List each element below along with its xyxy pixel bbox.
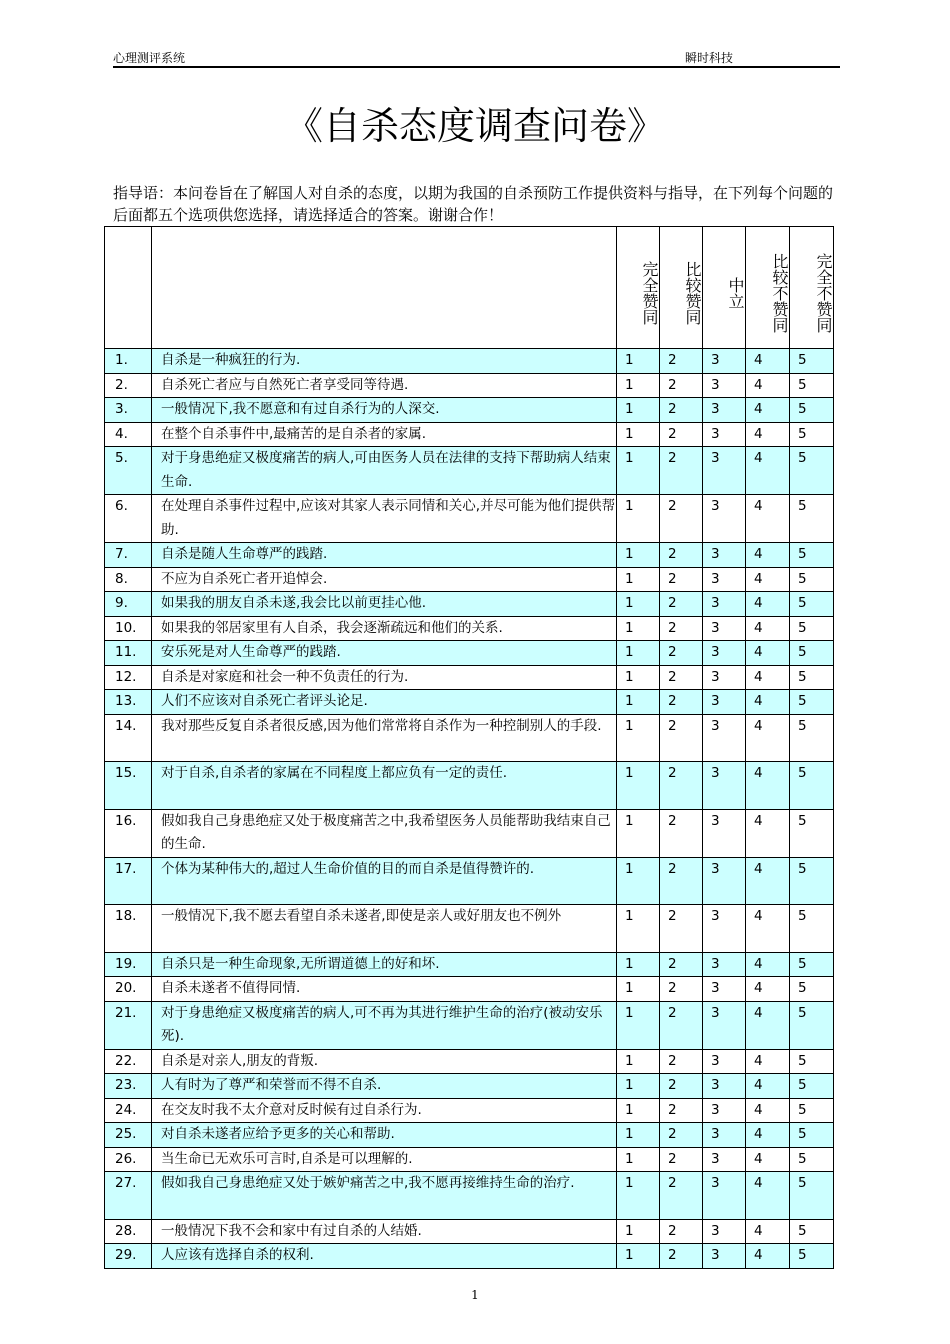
answer-option-1[interactable]: 1 [617,373,660,398]
table-row [105,349,834,374]
answer-option-3[interactable]: 3 [703,543,746,568]
answer-option-1[interactable]: 1 [617,714,660,762]
answer-option-2[interactable]: 2 [660,616,703,641]
table-row [105,1074,834,1099]
answer-option-5[interactable]: 5 [790,952,834,977]
question-text: 自杀只是一种生命现象,无所谓道德上的好和坏. [152,952,617,977]
answer-option-2[interactable]: 2 [660,665,703,690]
answer-option-1[interactable]: 1 [617,905,660,953]
question-number: 29. [105,1244,152,1269]
answer-option-1[interactable]: 1 [617,422,660,447]
question-text: 自杀死亡者应与自然死亡者享受同等待遇. [152,373,617,398]
column-header-strongly-agree: 完全赞同 [617,227,660,349]
answer-option-2[interactable]: 2 [660,592,703,617]
question-number: 24. [105,1098,152,1123]
answer-option-2[interactable]: 2 [660,567,703,592]
table-row [105,1219,834,1244]
answer-option-2[interactable]: 2 [660,1219,703,1244]
answer-option-2[interactable]: 2 [660,714,703,762]
answer-option-4[interactable]: 4 [746,398,790,423]
answer-option-2[interactable]: 2 [660,1172,703,1220]
table-row [105,1049,834,1074]
answer-option-1[interactable]: 1 [617,1074,660,1099]
question-number: 17. [105,857,152,905]
table-row [105,1001,834,1049]
answer-option-3[interactable]: 3 [703,1244,746,1269]
answer-option-1[interactable]: 1 [617,857,660,905]
question-text: 一般情况下,我不愿意和有过自杀行为的人深交. [152,398,617,423]
answer-option-5[interactable]: 5 [790,447,834,495]
answer-option-5[interactable]: 5 [790,567,834,592]
answer-option-5[interactable]: 5 [790,857,834,905]
answer-option-1[interactable]: 1 [617,1123,660,1148]
table-header-row [105,227,834,349]
answer-option-4[interactable]: 4 [746,1049,790,1074]
table-row [105,977,834,1002]
answer-option-3[interactable]: 3 [703,447,746,495]
answer-option-5[interactable]: 5 [790,1244,834,1269]
question-text: 对于自杀,自杀者的家属在不同程度上都应负有一定的责任. [152,762,617,810]
question-number: 20. [105,977,152,1002]
question-number: 7. [105,543,152,568]
question-number: 6. [105,495,152,543]
question-text: 一般情况下我不会和家中有过自杀的人结婚. [152,1219,617,1244]
answer-option-4[interactable]: 4 [746,567,790,592]
question-number: 4. [105,422,152,447]
answer-option-5[interactable]: 5 [790,1098,834,1123]
answer-option-5[interactable]: 5 [790,690,834,715]
answer-option-2[interactable]: 2 [660,398,703,423]
answer-option-5[interactable]: 5 [790,1219,834,1244]
question-text: 假如我自己身患绝症又处于嫉妒痛苦之中,我不愿再接维持生命的治疗. [152,1172,617,1220]
answer-option-5[interactable]: 5 [790,762,834,810]
answer-option-5[interactable]: 5 [790,422,834,447]
answer-option-3[interactable]: 3 [703,1172,746,1220]
table-row [105,665,834,690]
answer-option-3[interactable]: 3 [703,349,746,374]
answer-option-1[interactable]: 1 [617,952,660,977]
answer-option-3[interactable]: 3 [703,1049,746,1074]
answer-option-1[interactable]: 1 [617,447,660,495]
table-row [105,495,834,543]
question-number: 27. [105,1172,152,1220]
question-text: 自杀是随人生命尊严的践踏. [152,543,617,568]
answer-option-3[interactable]: 3 [703,1074,746,1099]
answer-option-2[interactable]: 2 [660,905,703,953]
question-number: 12. [105,665,152,690]
answer-option-1[interactable]: 1 [617,1147,660,1172]
answer-option-1[interactable]: 1 [617,349,660,374]
answer-option-2[interactable]: 2 [660,1123,703,1148]
instructions-text: 指导语：本问卷旨在了解国人对自杀的态度，以期为我国的自杀预防工作提供资料与指导，在下列每个问题的后面都五个选项供您选择，请选择适合的答案。谢谢合作！ [113,184,834,224]
table-row [105,567,834,592]
answer-option-1[interactable]: 1 [617,567,660,592]
table-row [105,809,834,857]
question-number: 9. [105,592,152,617]
question-number: 14. [105,714,152,762]
table-row [105,1123,834,1148]
question-text: 我对那些反复自杀者很反感,因为他们常常将自杀作为一种控制别人的手段. [152,714,617,762]
table-row [105,422,834,447]
answer-option-4[interactable]: 4 [746,1172,790,1220]
answer-option-1[interactable]: 1 [617,592,660,617]
table-row [105,641,834,666]
answer-option-4[interactable]: 4 [746,543,790,568]
question-text: 如果我的邻居家里有人自杀，我会逐渐疏远和他们的关系. [152,616,617,641]
answer-option-5[interactable]: 5 [790,905,834,953]
answer-option-2[interactable]: 2 [660,641,703,666]
answer-option-5[interactable]: 5 [790,665,834,690]
table-row [105,398,834,423]
question-text: 安乐死是对人生命尊严的践踏. [152,641,617,666]
answer-option-4[interactable]: 4 [746,1123,790,1148]
answer-option-4[interactable]: 4 [746,690,790,715]
answer-option-4[interactable]: 4 [746,977,790,1002]
answer-option-3[interactable]: 3 [703,641,746,666]
questionnaire-title: 《自杀态度调查问卷》 [284,104,665,148]
page-header [113,48,840,68]
answer-option-3[interactable]: 3 [703,857,746,905]
answer-option-4[interactable]: 4 [746,1219,790,1244]
answer-option-2[interactable]: 2 [660,1001,703,1049]
answer-option-5[interactable]: 5 [790,398,834,423]
header-number-cell [105,227,152,349]
answer-option-4[interactable]: 4 [746,714,790,762]
answer-option-3[interactable]: 3 [703,373,746,398]
answer-option-3[interactable]: 3 [703,665,746,690]
answer-option-2[interactable]: 2 [660,422,703,447]
answer-option-5[interactable]: 5 [790,641,834,666]
question-text: 对于身患绝症又极度痛苦的病人,可由医务人员在法律的支持下帮助病人结束生命. [152,447,617,495]
answer-option-4[interactable]: 4 [746,495,790,543]
answer-option-4[interactable]: 4 [746,373,790,398]
answer-option-4[interactable]: 4 [746,1074,790,1099]
answer-option-2[interactable]: 2 [660,762,703,810]
answer-option-3[interactable]: 3 [703,422,746,447]
answer-option-2[interactable]: 2 [660,857,703,905]
answer-option-4[interactable]: 4 [746,952,790,977]
answer-option-3[interactable]: 3 [703,495,746,543]
table-row [105,857,834,905]
question-text: 当生命已无欢乐可言时,自杀是可以理解的. [152,1147,617,1172]
table-row [105,447,834,495]
table-row [105,616,834,641]
answer-option-1[interactable]: 1 [617,1098,660,1123]
question-text: 在处理自杀事件过程中,应该对其家人表示同情和关心,并尽可能为他们提供帮助. [152,495,617,543]
answer-option-4[interactable]: 4 [746,905,790,953]
header-system-name: 心理测评系统 [113,51,186,65]
answer-option-3[interactable]: 3 [703,905,746,953]
header-company-name: 瞬时科技 [685,51,734,65]
answer-option-3[interactable]: 3 [703,567,746,592]
answer-option-1[interactable]: 1 [617,398,660,423]
column-header-disagree: 比较不赞同 [746,227,790,349]
question-text: 个体为某种伟大的,超过人生命价值的目的而自杀是值得赞许的. [152,857,617,905]
table-row [105,952,834,977]
answer-option-4[interactable]: 4 [746,616,790,641]
survey-table-body [105,227,834,1269]
question-text: 自杀是对家庭和社会一种不负责任的行为. [152,665,617,690]
answer-option-3[interactable]: 3 [703,762,746,810]
table-row [105,690,834,715]
answer-option-3[interactable]: 3 [703,1147,746,1172]
answer-option-2[interactable]: 2 [660,349,703,374]
answer-option-3[interactable]: 3 [703,809,746,857]
answer-option-3[interactable]: 3 [703,690,746,715]
answer-option-4[interactable]: 4 [746,762,790,810]
question-text: 在交友时我不太介意对反时候有过自杀行为. [152,1098,617,1123]
answer-option-5[interactable]: 5 [790,1074,834,1099]
answer-option-1[interactable]: 1 [617,1049,660,1074]
answer-option-5[interactable]: 5 [790,349,834,374]
question-text: 在整个自杀事件中,最痛苦的是自杀者的家属. [152,422,617,447]
question-number: 11. [105,641,152,666]
question-number: 22. [105,1049,152,1074]
answer-option-4[interactable]: 4 [746,349,790,374]
question-text: 对于身患绝症又极度痛苦的病人,可不再为其进行维护生命的治疗(被动安乐死). [152,1001,617,1049]
question-number: 15. [105,762,152,810]
answer-option-1[interactable]: 1 [617,641,660,666]
survey-table [104,226,834,1269]
table-row [105,1244,834,1269]
answer-option-5[interactable]: 5 [790,373,834,398]
answer-option-2[interactable]: 2 [660,1244,703,1269]
answer-option-4[interactable]: 4 [746,1001,790,1049]
answer-option-3[interactable]: 3 [703,616,746,641]
answer-option-5[interactable]: 5 [790,1049,834,1074]
answer-option-3[interactable]: 3 [703,977,746,1002]
question-text: 人有时为了尊严和荣誉而不得不自杀. [152,1074,617,1099]
table-row [105,592,834,617]
answer-option-2[interactable]: 2 [660,1098,703,1123]
answer-option-3[interactable]: 3 [703,398,746,423]
question-text: 不应为自杀死亡者开追悼会. [152,567,617,592]
question-number: 25. [105,1123,152,1148]
answer-option-5[interactable]: 5 [790,977,834,1002]
question-number: 16. [105,809,152,857]
answer-option-5[interactable]: 5 [790,809,834,857]
answer-option-1[interactable]: 1 [617,1244,660,1269]
column-header-agree: 比较赞同 [660,227,703,349]
table-row [105,543,834,568]
answer-option-3[interactable]: 3 [703,952,746,977]
question-number: 26. [105,1147,152,1172]
answer-option-2[interactable]: 2 [660,495,703,543]
answer-option-1[interactable]: 1 [617,495,660,543]
answer-option-2[interactable]: 2 [660,952,703,977]
question-text: 对自杀未遂者应给予更多的关心和帮助. [152,1123,617,1148]
question-number: 2. [105,373,152,398]
question-text: 自杀未遂者不值得同情. [152,977,617,1002]
answer-option-5[interactable]: 5 [790,543,834,568]
answer-option-1[interactable]: 1 [617,1219,660,1244]
question-number: 19. [105,952,152,977]
answer-option-4[interactable]: 4 [746,447,790,495]
table-row [105,373,834,398]
answer-option-4[interactable]: 4 [746,592,790,617]
question-text: 假如我自己身患绝症又处于极度痛苦之中,我希望医务人员能帮助我结束自己的生命. [152,809,617,857]
question-number: 28. [105,1219,152,1244]
answer-option-2[interactable]: 2 [660,1074,703,1099]
answer-option-3[interactable]: 3 [703,1123,746,1148]
answer-option-5[interactable]: 5 [790,1147,834,1172]
answer-option-3[interactable]: 3 [703,592,746,617]
answer-option-2[interactable]: 2 [660,809,703,857]
answer-option-3[interactable]: 3 [703,1098,746,1123]
question-text: 人应该有选择自杀的权利. [152,1244,617,1269]
answer-option-1[interactable]: 1 [617,762,660,810]
answer-option-5[interactable]: 5 [790,1172,834,1220]
answer-option-3[interactable]: 3 [703,1001,746,1049]
answer-option-5[interactable]: 5 [790,592,834,617]
question-number: 10. [105,616,152,641]
answer-option-5[interactable]: 5 [790,714,834,762]
question-number: 23. [105,1074,152,1099]
answer-option-1[interactable]: 1 [617,543,660,568]
question-number: 5. [105,447,152,495]
answer-option-3[interactable]: 3 [703,714,746,762]
answer-option-3[interactable]: 3 [703,1219,746,1244]
answer-option-4[interactable]: 4 [746,809,790,857]
question-number: 1. [105,349,152,374]
answer-option-2[interactable]: 2 [660,543,703,568]
answer-option-4[interactable]: 4 [746,422,790,447]
answer-option-1[interactable]: 1 [617,665,660,690]
answer-option-2[interactable]: 2 [660,373,703,398]
answer-option-5[interactable]: 5 [790,1001,834,1049]
question-number: 21. [105,1001,152,1049]
answer-option-4[interactable]: 4 [746,1147,790,1172]
question-number: 3. [105,398,152,423]
question-number: 8. [105,567,152,592]
table-row [105,762,834,810]
table-row [105,905,834,953]
answer-option-4[interactable]: 4 [746,1098,790,1123]
question-text: 自杀是一种疯狂的行为. [152,349,617,374]
page-number: 1 [471,1288,479,1302]
answer-option-5[interactable]: 5 [790,1123,834,1148]
answer-option-5[interactable]: 5 [790,495,834,543]
answer-option-2[interactable]: 2 [660,1147,703,1172]
table-row [105,1098,834,1123]
question-number: 13. [105,690,152,715]
question-text: 人们不应该对自杀死亡者评头论足. [152,690,617,715]
answer-option-4[interactable]: 4 [746,857,790,905]
answer-option-2[interactable]: 2 [660,1049,703,1074]
column-header-strongly-disagree: 完全不赞同 [790,227,834,349]
answer-option-4[interactable]: 4 [746,641,790,666]
question-text: 自杀是对亲人,朋友的背叛. [152,1049,617,1074]
header-question-cell [152,227,617,349]
answer-option-2[interactable]: 2 [660,977,703,1002]
answer-option-1[interactable]: 1 [617,616,660,641]
table-row [105,714,834,762]
answer-option-2[interactable]: 2 [660,690,703,715]
answer-option-4[interactable]: 4 [746,665,790,690]
answer-option-2[interactable]: 2 [660,447,703,495]
answer-option-1[interactable]: 1 [617,1001,660,1049]
answer-option-1[interactable]: 1 [617,809,660,857]
answer-option-1[interactable]: 1 [617,977,660,1002]
question-number: 18. [105,905,152,953]
table-row [105,1147,834,1172]
answer-option-1[interactable]: 1 [617,690,660,715]
answer-option-1[interactable]: 1 [617,1172,660,1220]
answer-option-5[interactable]: 5 [790,616,834,641]
column-header-neutral: 中立 [703,227,746,349]
question-text: 如果我的朋友自杀未遂,我会比以前更挂心他. [152,592,617,617]
answer-option-4[interactable]: 4 [746,1244,790,1269]
table-row [105,1172,834,1220]
question-text: 一般情况下,我不愿去看望自杀未遂者,即使是亲人或好朋友也不例外 [152,905,617,953]
